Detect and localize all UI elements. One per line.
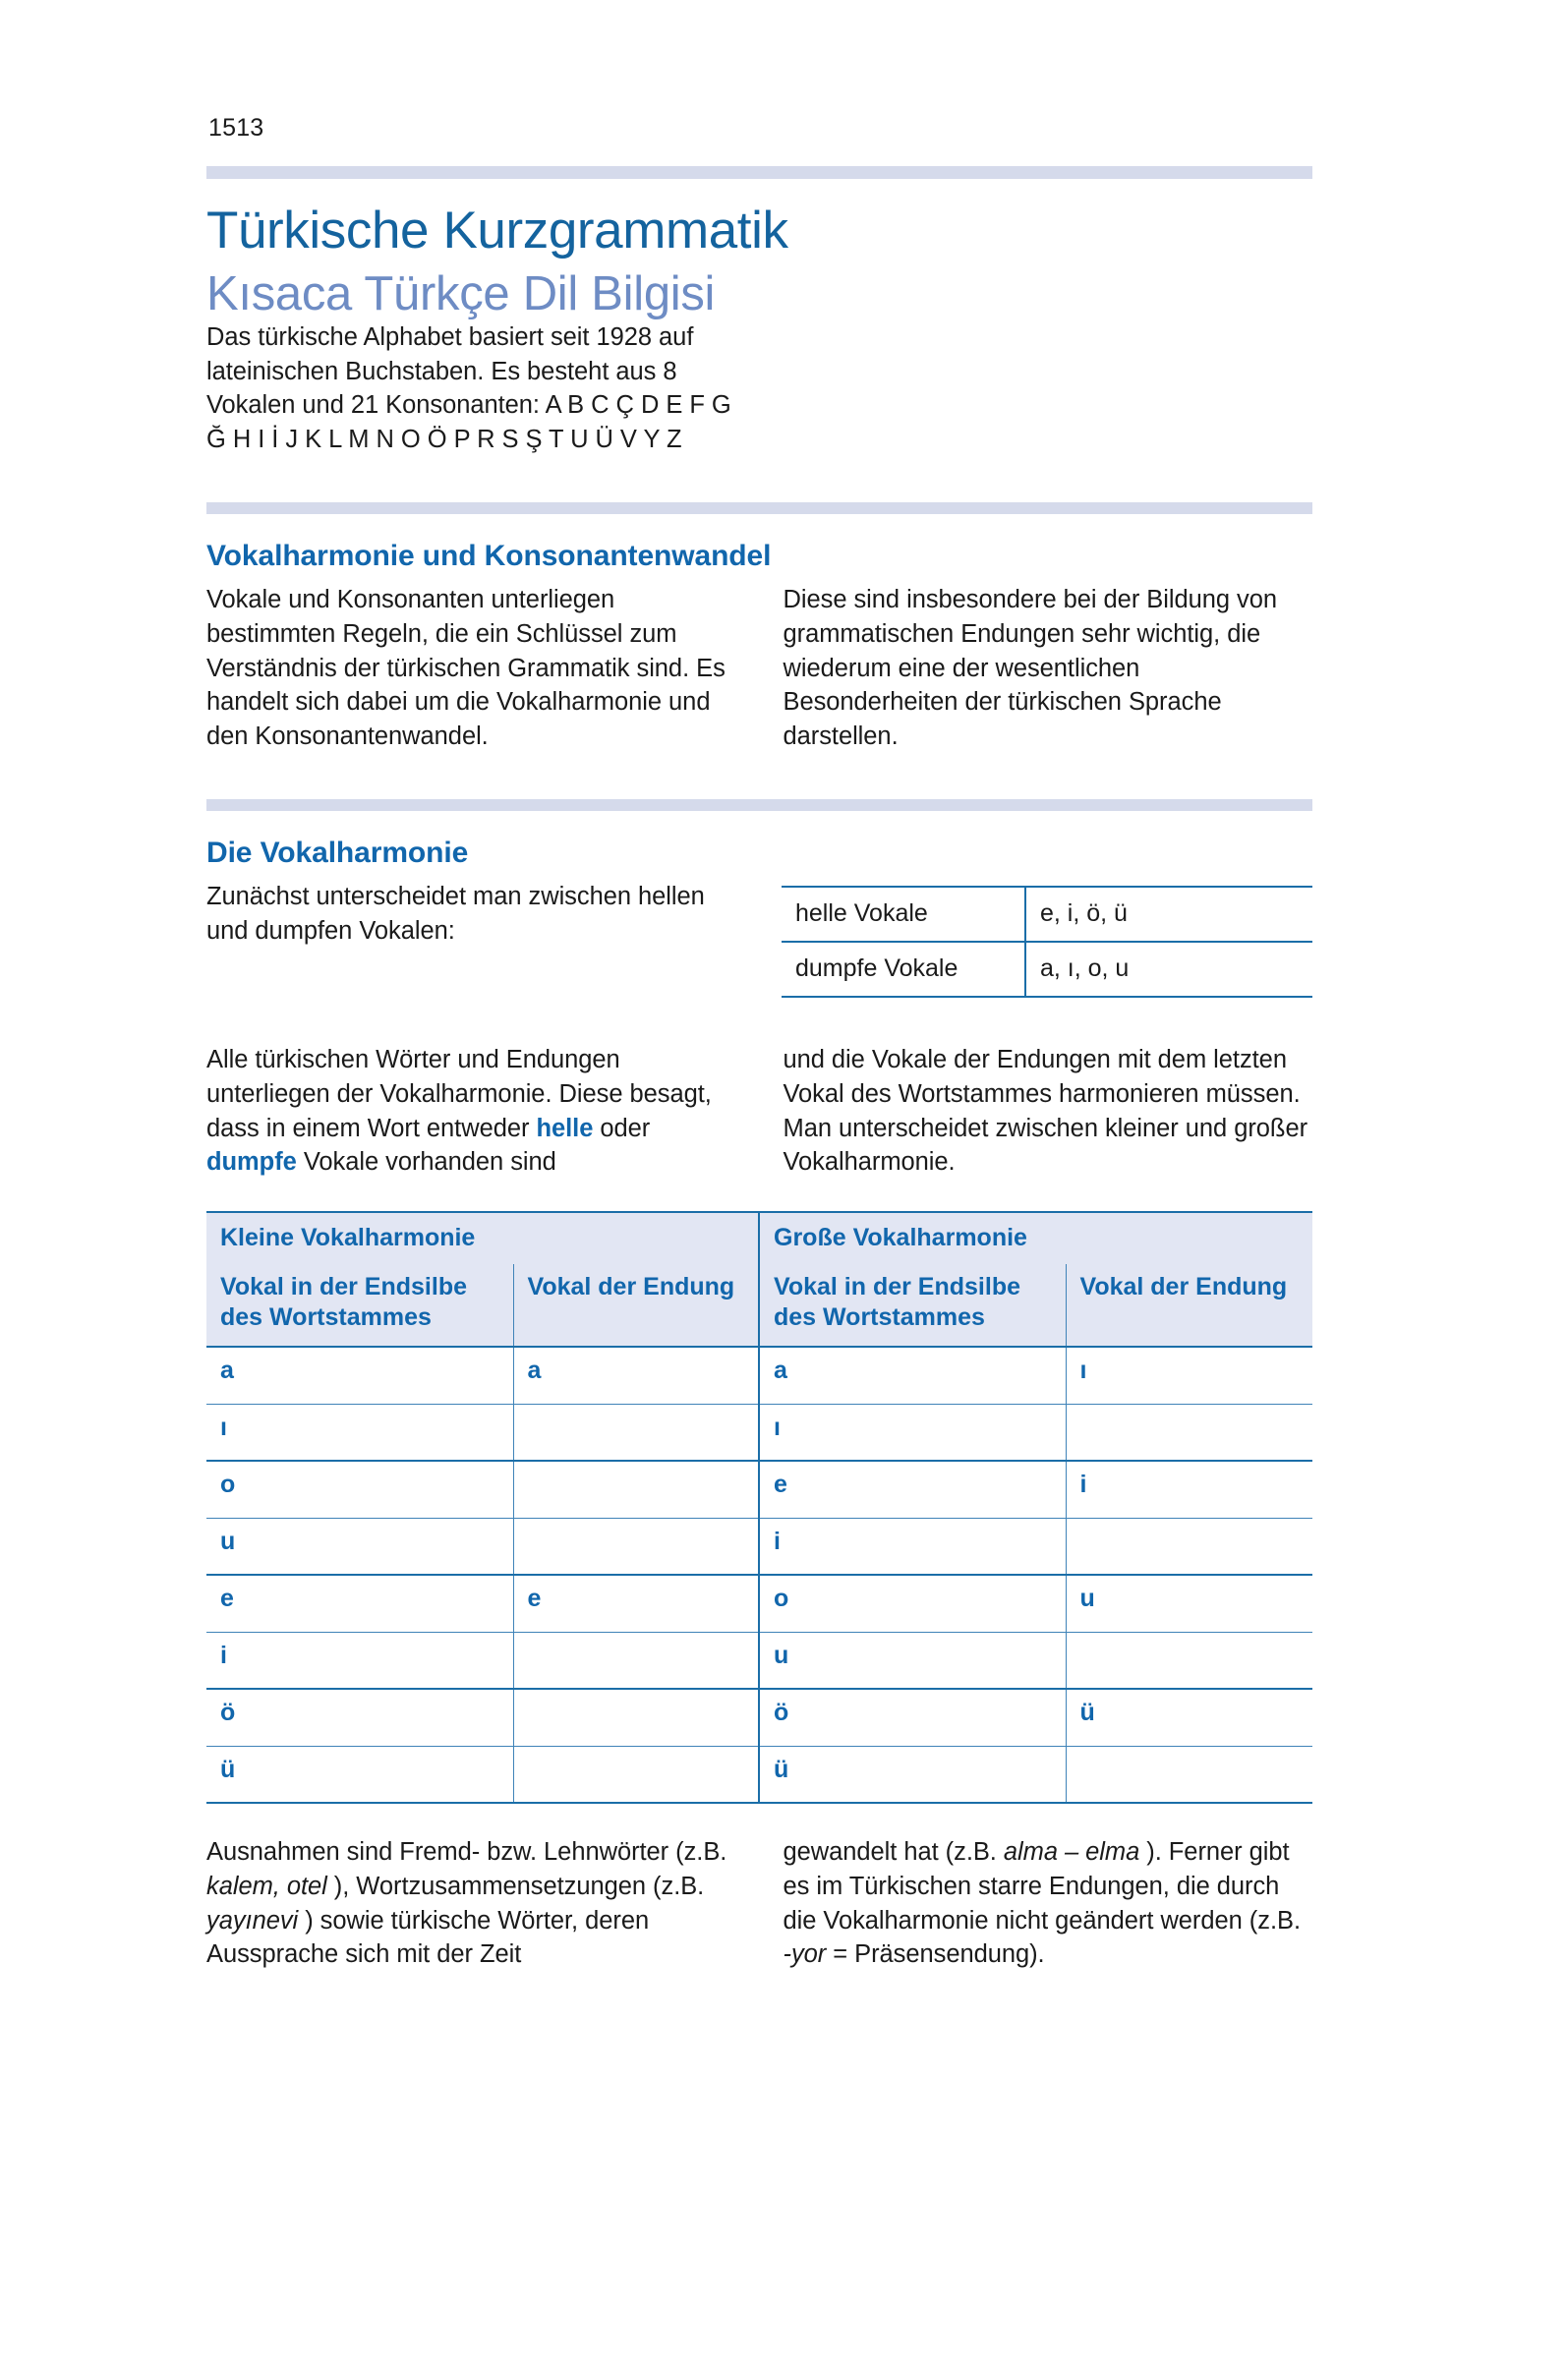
cell-grosse-ending: i (1066, 1461, 1312, 1518)
cell-grosse-stem: ö (759, 1689, 1066, 1746)
column-left (206, 1043, 736, 1180)
column-header-grosse-stem: Vokal in der Endsilbe des Wortstammes (759, 1264, 1066, 1347)
cell-grosse-ending: ü (1066, 1689, 1312, 1746)
vowel-class-label: helle Vokale (782, 887, 1025, 942)
column-left (206, 880, 734, 998)
two-column-block-2 (206, 880, 1312, 998)
table-row (206, 1632, 1312, 1689)
paragraph-lead-left: Zunächst unterscheidet man zwischen hellen und dumpfen Vokalen: (206, 883, 705, 945)
vowel-class-value: a, ı, o, u (1025, 942, 1312, 997)
table-row (206, 1575, 1312, 1632)
page-subtitle: Kısaca Türkçe Dil Bilgisi (206, 267, 716, 321)
two-column-block-1 (206, 583, 1312, 753)
spacer (206, 754, 1312, 799)
two-column-block-3 (206, 1043, 1312, 1180)
cell-grosse-ending (1066, 1404, 1312, 1461)
cell-kleine-stem: ü (206, 1746, 513, 1803)
text-run: = Präsensendung). (826, 1940, 1045, 1969)
example-kalem-otel: kalem, otel (206, 1873, 327, 1901)
column-left (206, 1835, 736, 1972)
table-group-header-row (206, 1212, 1312, 1265)
paragraph-harmony-rule-right: und die Vokale der Endungen mit dem letzten Vokal des Wortstammes harmonieren müssen. Man unterscheidet zwischen kleiner und großer Vokalharmonie. (783, 1046, 1308, 1177)
paragraph-exceptions-left (206, 1835, 736, 1972)
two-column-block-4 (206, 1835, 1312, 1972)
cell-kleine-ending: a (513, 1347, 759, 1404)
cell-kleine-ending (513, 1404, 759, 1461)
cell-grosse-stem: a (759, 1347, 1066, 1404)
paragraph-harmony-rule-left (206, 1043, 736, 1180)
text-run: ) sowie türkische Wörter, deren Aussprache sich mit der Zeit (206, 1906, 650, 1969)
cell-kleine-stem: i (206, 1632, 513, 1689)
highlight-helle: helle (536, 1114, 594, 1142)
cell-kleine-ending (513, 1632, 759, 1689)
cell-grosse-stem: ı (759, 1404, 1066, 1461)
text-run: Vokale vorhanden sind (296, 1148, 556, 1177)
paragraph-exceptions-right (784, 1835, 1313, 1972)
text-run: oder (593, 1114, 651, 1142)
cell-grosse-stem: ü (759, 1746, 1066, 1803)
cell-kleine-stem: ı (206, 1404, 513, 1461)
spacer (206, 1804, 1312, 1835)
text-run: ). Ferner gibt es im Türkischen starre Endungen, die durch die Vokalharmonie nicht geändert werden (z.B. (783, 1838, 1301, 1935)
table-row (782, 887, 1312, 942)
cell-kleine-ending (513, 1518, 759, 1575)
vowel-harmony-table (206, 1211, 1312, 1805)
table-body (206, 1347, 1312, 1803)
table-row (206, 1347, 1312, 1404)
column-header-kleine-ending: Vokal der Endung (513, 1264, 759, 1347)
vowel-class-label: dumpfe Vokale (782, 942, 1025, 997)
example-yayinevi: yayınevi (206, 1906, 299, 1935)
spacer (206, 998, 1312, 1043)
column-header-kleine-stem: Vokal in der Endsilbe des Wortstammes (206, 1264, 513, 1347)
cell-kleine-ending: e (513, 1575, 759, 1632)
group-header-grosse: Große Vokalharmonie (759, 1212, 1312, 1265)
page-content (206, 116, 1312, 1972)
cell-grosse-ending (1066, 1518, 1312, 1575)
spacer (206, 457, 1312, 502)
column-header-grosse-ending: Vokal der Endung (1066, 1264, 1312, 1347)
table-row (206, 1746, 1312, 1803)
cell-grosse-ending: u (1066, 1575, 1312, 1632)
section-heading-die-vokalharmonie: Die Vokalharmonie (206, 836, 469, 869)
table-subheader-row (206, 1264, 1312, 1347)
column-right (782, 880, 1312, 998)
cell-grosse-stem: e (759, 1461, 1066, 1518)
text-run: Ausnahmen sind Fremd- bzw. Lehnwörter (z.B. (206, 1838, 727, 1867)
cell-kleine-stem: ö (206, 1689, 513, 1746)
section-rule-top (206, 166, 1312, 179)
cell-grosse-stem: i (759, 1518, 1066, 1575)
column-right (784, 583, 1313, 753)
paragraph-vokalharmonie-left: Vokale und Konsonanten unterliegen bestimmten Regeln, die ein Schlüssel zum Verständnis der türkischen Grammatik sind. Es handelt sich dabei um die Vokalharmonie und den Konsonantenwandel. (206, 586, 726, 751)
cell-grosse-stem: u (759, 1632, 1066, 1689)
column-right (784, 1835, 1313, 1972)
example-yor: -yor (783, 1940, 827, 1969)
cell-grosse-ending (1066, 1632, 1312, 1689)
vowel-class-value: e, i, ö, ü (1025, 887, 1312, 942)
vowel-classes-table (782, 886, 1312, 998)
intro-paragraph: Das türkische Alphabet basiert seit 1928 auf lateinischen Buchstaben. Es besteht aus 8 Vokalen und 21 Konsonanten: A B C Ç D E F G Ğ H I İ J K L M N O Ö P R S Ş T U Ü V Y Z (206, 323, 731, 454)
page-number: 1513 (208, 114, 264, 142)
highlight-dumpfe: dumpfe (206, 1148, 297, 1177)
text-run: Alle türkischen Wörter und Endungen unterliegen der Vokalharmonie. Diese besagt, dass in einem Wort entweder (206, 1046, 712, 1142)
text-run: gewandelt hat (z.B. (783, 1838, 1004, 1867)
table-header (206, 1212, 1312, 1348)
table-row (206, 1404, 1312, 1461)
cell-kleine-stem: u (206, 1518, 513, 1575)
table-row (206, 1461, 1312, 1518)
text-run: ), Wortzusammensetzungen (z.B. (326, 1873, 705, 1901)
cell-kleine-ending (513, 1746, 759, 1803)
group-header-kleine: Kleine Vokalharmonie (206, 1212, 759, 1265)
spacer (206, 1180, 1312, 1211)
cell-kleine-ending (513, 1689, 759, 1746)
vowel-classes-table-wrapper (782, 886, 1312, 998)
cell-kleine-stem: o (206, 1461, 513, 1518)
paragraph-vokalharmonie-right: Diese sind insbesondere bei der Bildung von grammatischen Endungen sehr wichtig, die wiederum eine der wesentlichen Besonderheiten der türkischen Sprache darstellen. (783, 586, 1278, 751)
cell-kleine-stem: e (206, 1575, 513, 1632)
cell-grosse-ending (1066, 1746, 1312, 1803)
column-left (206, 583, 736, 753)
section-rule-die-vokalharmonie (206, 799, 1312, 811)
section-rule-vokalharmonie (206, 502, 1312, 514)
cell-grosse-stem: o (759, 1575, 1066, 1632)
table-row (206, 1689, 1312, 1746)
table-row (782, 942, 1312, 997)
cell-grosse-ending: ı (1066, 1347, 1312, 1404)
table-row (206, 1518, 1312, 1575)
page-title: Türkische Kurzgrammatik (206, 202, 788, 260)
cell-kleine-stem: a (206, 1347, 513, 1404)
cell-kleine-ending (513, 1461, 759, 1518)
example-alma-elma: alma – elma (1003, 1838, 1140, 1867)
column-right (784, 1043, 1313, 1180)
section-heading-vokalharmonie: Vokalharmonie und Konsonantenwandel (206, 539, 772, 572)
